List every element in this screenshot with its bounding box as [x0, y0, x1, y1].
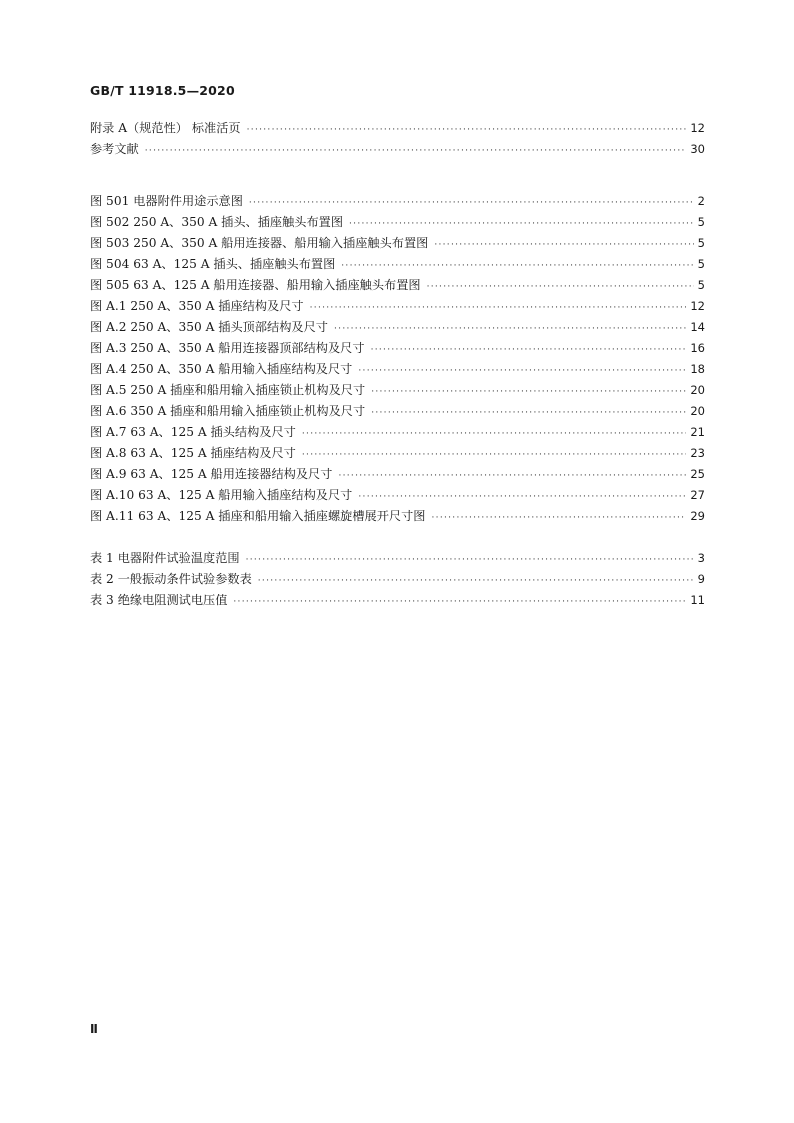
toc-leader-dots [341, 256, 693, 277]
toc-entry-label: 表 1 电器附件试验温度范围 [90, 551, 240, 565]
toc-leader-dots [338, 466, 686, 487]
toc-entry-label: 图 502 250 A、350 A 插头、插座触头布置图 [90, 215, 344, 229]
toc-leader-dots [371, 382, 686, 403]
toc-tables-section [90, 548, 705, 611]
toc-leader-dots [432, 508, 687, 529]
toc-entry-page: 9 [697, 572, 705, 586]
toc-leader-dots [302, 424, 686, 445]
toc-leader-dots [310, 298, 687, 319]
toc-leader-dots [349, 214, 694, 235]
toc-entry-label: 表 2 一般振动条件试验参数表 [90, 572, 252, 586]
toc-entry-label: 表 3 绝缘电阻测试电压值 [90, 593, 228, 607]
toc-leader-dots [427, 277, 694, 298]
toc-entry-page: 30 [690, 142, 705, 156]
toc-entry[interactable] [90, 443, 705, 464]
toc-entry[interactable] [90, 401, 705, 422]
toc-leader-dots [334, 319, 686, 340]
toc-entry-page: 2 [697, 194, 705, 208]
toc-entry[interactable] [90, 506, 705, 527]
toc-leader-dots [258, 571, 694, 592]
toc-entry-label: 图 A.10 63 A、125 A 船用输入插座结构及尺寸 [90, 488, 353, 502]
toc-entry[interactable] [90, 118, 705, 139]
toc-leader-dots [145, 141, 687, 162]
toc-entry-label: 图 A.6 350 A 插座和船用输入插座锁止机构及尺寸 [90, 404, 366, 418]
toc-leader-dots [249, 193, 694, 214]
toc-leader-dots [233, 592, 686, 613]
toc-entry-label: 图 A.11 63 A、125 A 插座和船用输入插座螺旋槽展开尺寸图 [90, 509, 426, 523]
toc-leader-dots [358, 487, 686, 508]
toc-leader-dots [247, 120, 687, 141]
toc-entry-page: 5 [697, 257, 705, 271]
toc-leader-dots [434, 235, 693, 256]
toc-entry[interactable] [90, 338, 705, 359]
toc-entry-page: 5 [697, 278, 705, 292]
toc-leader-dots [358, 361, 686, 382]
toc-entry-page: 21 [690, 425, 705, 439]
toc-entry-page: 29 [690, 509, 705, 523]
toc-entry[interactable] [90, 422, 705, 443]
toc-entry[interactable] [90, 485, 705, 506]
toc-entry-label: 图 A.1 250 A、350 A 插座结构及尺寸 [90, 299, 304, 313]
toc-entry-page: 12 [690, 299, 705, 313]
toc-leader-dots [371, 403, 686, 424]
toc-entry[interactable] [90, 317, 705, 338]
toc-entry-page: 5 [697, 215, 705, 229]
toc-entry-page: 14 [690, 320, 705, 334]
toc-entry-label: 图 505 63 A、125 A 船用连接器、船用输入插座触头布置图 [90, 278, 421, 292]
toc-entry-page: 11 [690, 593, 705, 607]
toc-entry[interactable] [90, 296, 705, 317]
toc-entry[interactable] [90, 233, 705, 254]
toc-entry-label: 图 A.9 63 A、125 A 船用连接器结构及尺寸 [90, 467, 333, 481]
toc-entry-page: 12 [690, 121, 705, 135]
toc-entry-label: 附录 A（规范性） 标准活页 [90, 121, 241, 135]
toc-entry-label: 图 504 63 A、125 A 插头、插座触头布置图 [90, 257, 336, 271]
toc-entry-page: 27 [690, 488, 705, 502]
toc-entry[interactable] [90, 212, 705, 233]
toc-entry[interactable] [90, 464, 705, 485]
toc-appendix-section [90, 118, 705, 160]
standard-number-header: GB/T 11918.5—2020 [90, 83, 235, 98]
toc-entry[interactable] [90, 275, 705, 296]
toc-entry-page: 3 [697, 551, 705, 565]
toc-leader-dots [371, 340, 687, 361]
toc-entry-page: 20 [690, 404, 705, 418]
toc-entry-page: 16 [690, 341, 705, 355]
toc-entry-label: 图 501 电器附件用途示意图 [90, 194, 243, 208]
toc-entry[interactable] [90, 191, 705, 212]
toc-entry-label: 图 A.8 63 A、125 A 插座结构及尺寸 [90, 446, 296, 460]
toc-figures-section [90, 191, 705, 527]
toc-entry-label: 图 A.2 250 A、350 A 插头顶部结构及尺寸 [90, 320, 328, 334]
toc-entry-label: 图 A.5 250 A 插座和船用输入插座锁止机构及尺寸 [90, 383, 366, 397]
toc-entry[interactable] [90, 569, 705, 590]
toc-entry[interactable] [90, 590, 705, 611]
toc-entry-label: 参考文献 [90, 142, 139, 156]
toc-entry-label: 图 A.4 250 A、350 A 船用输入插座结构及尺寸 [90, 362, 353, 376]
toc-entry-page: 18 [690, 362, 705, 376]
toc-entry[interactable] [90, 359, 705, 380]
toc-entry-label: 图 503 250 A、350 A 船用连接器、船用输入插座触头布置图 [90, 236, 429, 250]
toc-entry-page: 23 [690, 446, 705, 460]
toc-entry[interactable] [90, 139, 705, 160]
toc-entry-page: 25 [690, 467, 705, 481]
toc-leader-dots [302, 445, 686, 466]
toc-entry[interactable] [90, 548, 705, 569]
toc-entry-page: 5 [697, 236, 705, 250]
toc-entry-label: 图 A.3 250 A、350 A 船用连接器顶部结构及尺寸 [90, 341, 365, 355]
toc-entry[interactable] [90, 254, 705, 275]
page-number-footer: Ⅱ [90, 1022, 98, 1036]
toc-entry[interactable] [90, 380, 705, 401]
toc-entry-label: 图 A.7 63 A、125 A 插头结构及尺寸 [90, 425, 296, 439]
toc-leader-dots [246, 550, 694, 571]
toc-entry-page: 20 [690, 383, 705, 397]
